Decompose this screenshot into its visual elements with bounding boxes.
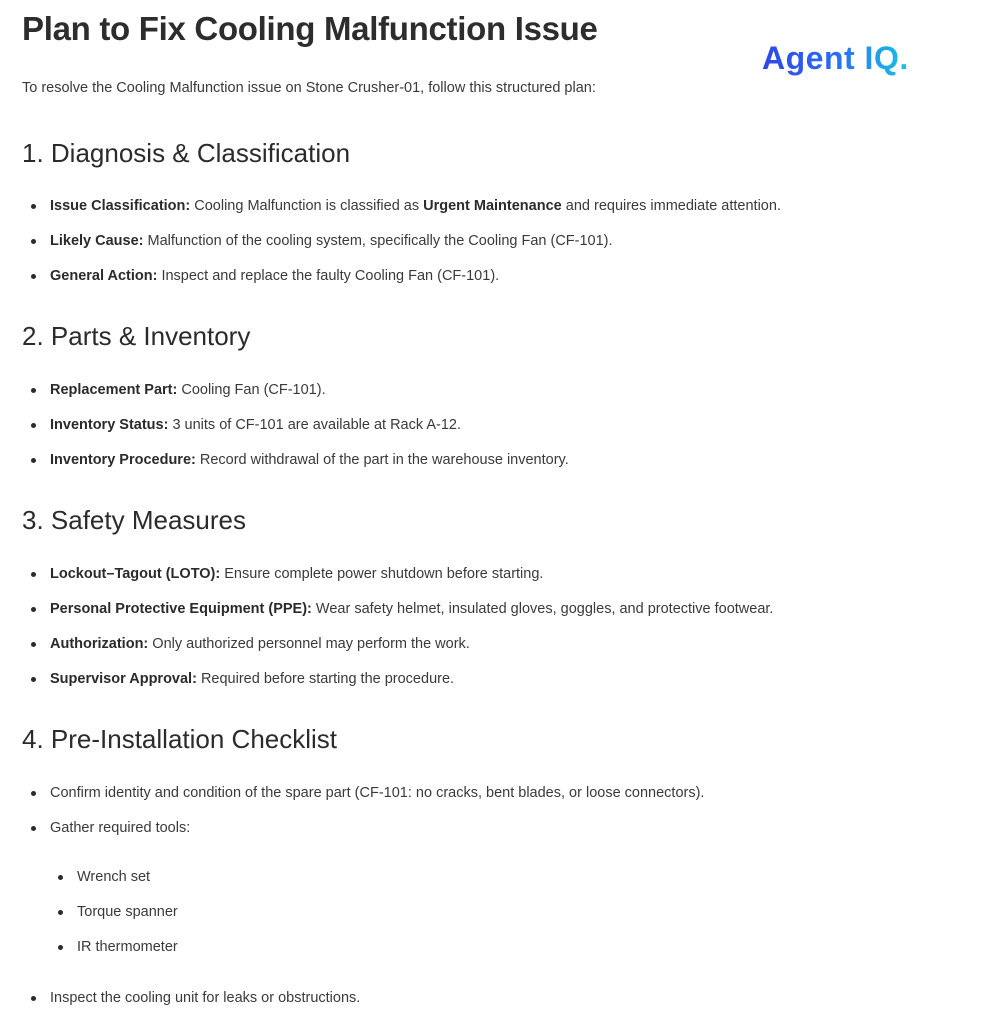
list-item: Issue Classification: Cooling Malfunction is classified as Urgent Maintenance and requires immediate attention. [22,197,781,232]
list-item: Likely Cause: Malfunction of the cooling system, specifically the Cooling Fan (CF-101). [22,232,781,267]
list-item: Gather required tools: [22,819,704,854]
list-item: Lockout–Tagout (LOTO): Ensure complete power shutdown before starting. [22,565,773,600]
section-heading-parts: 2. Parts & Inventory [22,321,251,351]
safety-list [22,565,773,705]
diagnosis-list [22,197,781,302]
list-item: General Action: Inspect and replace the faulty Cooling Fan (CF-101). [22,267,781,302]
tool-item: Wrench set [49,868,178,903]
list-item: Authorization: Only authorized personnel may perform the work. [22,635,773,670]
list-item: Inventory Status: 3 units of CF-101 are available at Rack A-12. [22,416,569,451]
section-heading-safety: 3. Safety Measures [22,505,246,535]
list-item: Inspect the cooling unit for leaks or obstructions. [22,989,360,1024]
checklist-list [22,784,704,854]
agent-iq-logo: Agent IQ. [762,40,909,76]
section-heading-diagnosis: 1. Diagnosis & Classification [22,138,351,168]
tool-item: Torque spanner [49,903,178,938]
list-item: Personal Protective Equipment (PPE): Wear safety helmet, insulated gloves, goggles, and protective footwear. [22,600,773,635]
section-heading-checklist: 4. Pre-Installation Checklist [22,724,338,754]
list-item: Confirm identity and condition of the spare part (CF-101: no cracks, bent blades, or loose connectors). [22,784,704,819]
intro-text: To resolve the Cooling Malfunction issue on Stone Crusher-01, follow this structured plan: [22,80,596,96]
parts-list [22,381,569,486]
tool-item: IR thermometer [49,938,178,973]
list-item: Inventory Procedure: Record withdrawal of the part in the warehouse inventory. [22,451,569,486]
tools-list [49,868,178,973]
checklist-final-list [22,989,360,1024]
list-item: Replacement Part: Cooling Fan (CF-101). [22,381,569,416]
page-title: Plan to Fix Cooling Malfunction Issue [22,10,598,47]
list-item: Supervisor Approval: Required before starting the procedure. [22,670,773,705]
